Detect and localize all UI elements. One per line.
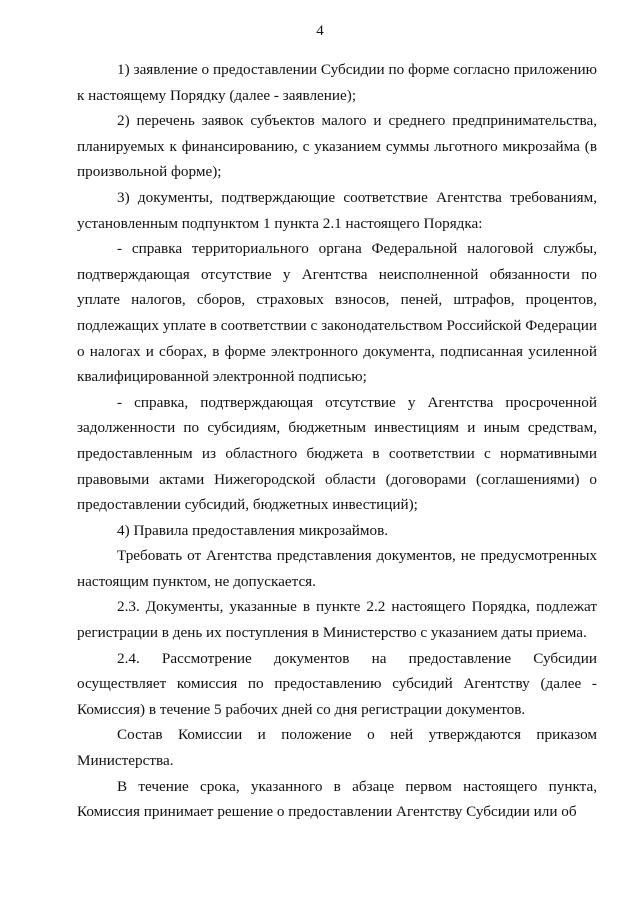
paragraph-commission-composition: Состав Комиссии и положение о ней утверждаются приказом Министерства. xyxy=(77,726,597,770)
paragraph-item-2: 2) перечень заявок субъектов малого и среднего предпринимательства, планируемых к финансированию, с указанием суммы льготного микрозайма (в произвольной форме); xyxy=(77,112,597,181)
paragraph-2-4: 2.4. Рассмотрение документов на предоставление Субсидии осуществляет комиссия по предоставлению субсидий Агентству (далее - Комиссия) в течение 5 рабочих дней со дня регистрации документов. xyxy=(77,649,597,718)
document-body xyxy=(77,57,597,825)
paragraph-tax-certificate: - справка территориального органа Федеральной налоговой службы, подтверждающая отсутствие у Агентства неисполненной обязанности по уплате налогов, сборов, страховых взносов, пеней, штрафов, процентов, подлежащих уплате в соответствии с законодательством Российской Федерации о налогах и сборах, в форме электронного документа, подписанная усиленной квалифицированной электронной подписью; xyxy=(77,240,597,386)
paragraph-2-3: 2.3. Документы, указанные в пункте 2.2 настоящего Порядка, подлежат регистрации в день их поступления в Министерство с указанием даты приема. xyxy=(77,598,597,642)
page-number: 4 xyxy=(316,23,324,39)
paragraph-item-3: 3) документы, подтверждающие соответствие Агентства требованиям, установленным подпунктом 1 пункта 2.1 настоящего Порядка: xyxy=(77,188,597,232)
paragraph-item-4: 4) Правила предоставления микрозаймов. xyxy=(117,521,389,539)
paragraph-restriction: Требовать от Агентства представления документов, не предусмотренных настоящим пунктом, не допускается. xyxy=(77,547,597,590)
paragraph-commission-decision: В течение срока, указанного в абзаце первом настоящего пункта, Комиссия принимает решение о предоставлении Агентству Субсидии или об xyxy=(77,777,597,821)
paragraph-item-1: 1) заявление о предоставлении Субсидии по форме согласно приложению к настоящему Порядку (далее - заявление); xyxy=(77,61,597,104)
paragraph-debt-certificate: - справка, подтверждающая отсутствие у Агентства просроченной задолженности по субсидиям, бюджетным инвестициям и иным средствам, предоставленным из областного бюджета в соответствии с нормативными правовыми актами Нижегородской области (договорами (соглашениями) о предоставлении субсидий, бюджетных инвестиций); xyxy=(77,393,597,514)
